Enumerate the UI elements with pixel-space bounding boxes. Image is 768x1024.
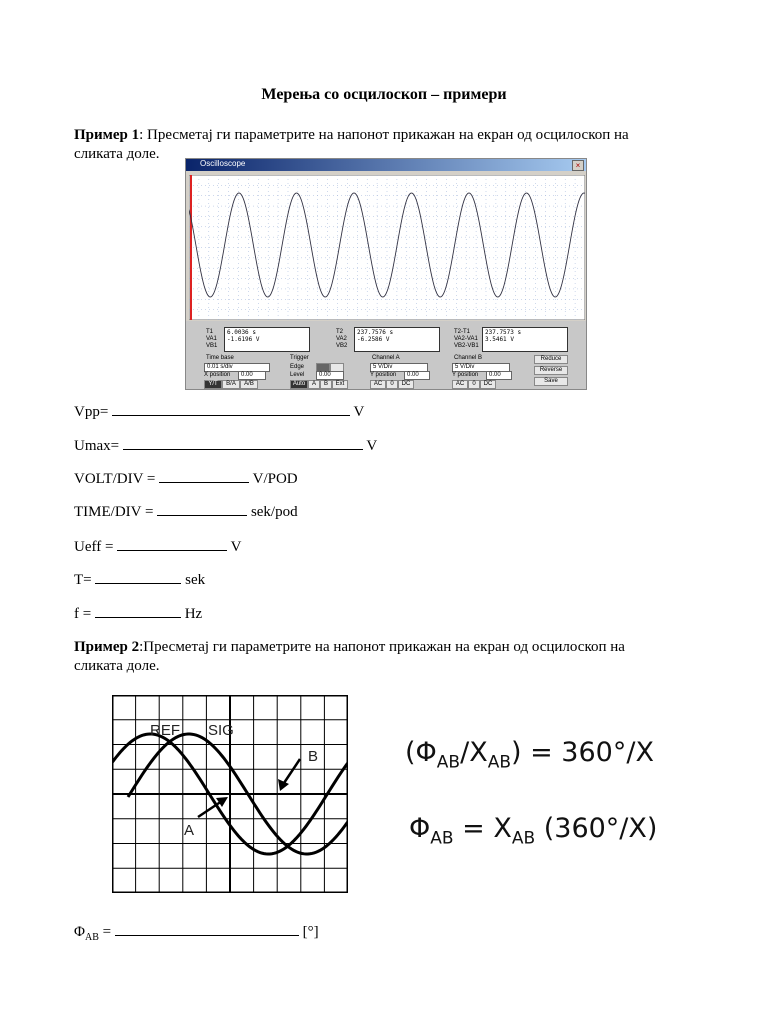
channel-a-ac-button: AC <box>370 380 386 389</box>
channel-b-ypos-label: Y position <box>452 372 479 378</box>
vb21-label: VB2-VB1 <box>454 343 479 349</box>
trigger-label: Trigger <box>290 355 309 361</box>
t1-readout <box>224 327 310 352</box>
t21-readout <box>482 327 568 352</box>
channel-b-zero-button: 0 <box>468 380 480 389</box>
va1-label: VA1 <box>206 336 217 342</box>
a-label: A <box>184 822 195 839</box>
t21-vunit: V <box>510 336 514 343</box>
trigger-b-button: B <box>320 380 332 389</box>
field-ueff-label: Ueff = <box>74 539 118 555</box>
ab-button: A/B <box>240 380 258 389</box>
field-time-div-label: TIME/DIV = <box>74 504 158 520</box>
vb1-label: VB1 <box>206 343 218 349</box>
t1-vunit: V <box>255 336 260 343</box>
channel-b-value: 5 V/Div <box>452 363 510 372</box>
answer-eq: = <box>98 924 115 940</box>
field-vpp <box>74 403 364 421</box>
channel-a-dc-button: DC <box>398 380 414 389</box>
t2-unit: s <box>389 329 394 336</box>
channel-a-ypos-label: Y position <box>370 372 397 378</box>
example2-text: :Пресметај ги параметрите на напонот прикажан на екран од осцилоскоп на сликата доле. <box>74 639 625 674</box>
oscilloscope-titlebar <box>186 159 586 171</box>
oscilloscope-control-panel <box>186 321 586 389</box>
field-ueff-unit: V <box>227 539 242 555</box>
auto-button: Auto <box>290 380 308 389</box>
level-label: Level <box>290 372 305 378</box>
field-t-blank <box>95 571 181 584</box>
time-base-value: 0.01 s/div <box>204 363 270 372</box>
answer-unit: [°] <box>298 924 319 940</box>
x-position-label: X position <box>204 372 231 378</box>
yt-button: Y/T <box>204 380 222 389</box>
formula1-sub1: AB <box>436 752 461 773</box>
field-time-div-blank <box>157 503 247 516</box>
phase-scope-image <box>112 695 348 893</box>
field-t-unit: sek <box>181 572 206 588</box>
oscilloscope-screen <box>189 175 585 320</box>
example1-label: Пример 1 <box>74 127 140 143</box>
field-vpp-blank <box>112 403 350 416</box>
example2-label: Пример 2 <box>74 639 140 655</box>
channel-b-ypos-value: 0.00 <box>486 371 512 380</box>
t21-voltage: 3.5461 <box>485 336 507 343</box>
formula1-sub2: AB <box>487 752 511 773</box>
formula2-phi: Φ <box>409 813 431 844</box>
edge-label: Edge <box>290 364 305 370</box>
va21-label: VA2-VA1 <box>454 336 478 342</box>
t1-time: 6.0036 <box>227 329 249 336</box>
time-base-label: Time base <box>206 355 234 361</box>
field-ueff-blank <box>117 538 227 551</box>
t1-label: T1 <box>206 329 214 335</box>
trigger-a-button: A <box>308 380 320 389</box>
field-time-div <box>74 503 298 521</box>
x-position-value: 0.00 <box>238 371 266 380</box>
t21-time: 237.7573 <box>485 329 514 336</box>
formula2-sub2: AB <box>511 828 536 849</box>
example2-paragraph <box>74 638 674 676</box>
oscilloscope-screenshot <box>185 158 587 390</box>
example1-text: : Пресметај ги параметрите на напонот прикажан на екран од осцилоскоп на сликата доле. <box>74 127 629 162</box>
t21-label: T2-T1 <box>454 329 471 335</box>
t1-voltage: -1.6196 <box>227 336 253 343</box>
trigger-ext-button: Ext <box>332 380 348 389</box>
field-f-blank <box>95 605 181 618</box>
page-title: Мерења со осцилоскоп – примери <box>261 86 507 103</box>
formula2-eq: = X <box>453 813 512 844</box>
field-t <box>74 571 205 589</box>
answer-phi: Φ <box>74 924 85 940</box>
t2-time: 237.7576 <box>357 329 386 336</box>
t2-label: T2 <box>336 329 344 335</box>
close-icon: × <box>572 160 584 171</box>
b-label: B <box>308 748 319 765</box>
field-umax <box>74 437 377 455</box>
field-phase-blank <box>115 923 299 936</box>
channel-b-ac-button: AC <box>452 380 468 389</box>
channel-b-dc-button: DC <box>480 380 496 389</box>
formula-phase <box>409 813 657 848</box>
channel-a-value: 5 V/Div <box>370 363 428 372</box>
va2-label: VA2 <box>336 336 347 342</box>
field-f-unit: Hz <box>180 606 203 622</box>
channel-a-label: Channel A <box>372 355 400 361</box>
field-vpp-label: Vpp= <box>74 404 113 420</box>
reduce-button: Reduce <box>534 355 568 364</box>
field-volt-div-unit: V/POD <box>249 471 298 487</box>
field-volt-div-blank <box>159 470 249 483</box>
ba-button: B/A <box>222 380 240 389</box>
field-phase-ab <box>74 923 319 943</box>
formula2-rest: (360°/X) <box>535 813 658 844</box>
field-vpp-unit: V <box>350 404 365 420</box>
field-umax-unit: V <box>362 438 378 454</box>
field-time-div-unit: sek/pod <box>247 504 298 520</box>
reverse-button: Reverse <box>534 366 568 375</box>
field-f <box>74 605 202 623</box>
t2-readout <box>354 327 440 352</box>
answer-sub: AB <box>84 932 99 943</box>
t1-unit: s <box>252 329 256 336</box>
formula1-x: /X <box>460 737 488 768</box>
field-volt-div-label: VOLT/DIV = <box>74 471 160 487</box>
formula2-sub1: AB <box>430 828 454 849</box>
channel-a-ypos-value: 0.00 <box>404 371 430 380</box>
field-ueff <box>74 538 241 556</box>
t21-unit: s <box>517 329 522 336</box>
channel-a-zero-button: 0 <box>386 380 398 389</box>
t2-vunit: V <box>385 336 390 343</box>
channel-b-label: Channel B <box>454 355 483 361</box>
vb2-label: VB2 <box>336 343 348 349</box>
field-t-label: T= <box>74 572 96 588</box>
formula-ratio <box>405 737 654 772</box>
formula1-rest: ) = 360°/X <box>510 737 654 768</box>
formula1-phi: (Φ <box>405 737 437 768</box>
field-f-label: f = <box>74 606 95 622</box>
sig-label: SIG <box>208 722 234 739</box>
t2-voltage: -6.2586 <box>357 336 383 343</box>
ref-label: REF <box>150 722 180 739</box>
save-button: Save <box>534 377 568 386</box>
field-umax-blank <box>123 437 363 450</box>
field-umax-label: Umax= <box>74 438 123 454</box>
level-value: 0.00 <box>316 371 344 380</box>
oscilloscope-window-title: Oscilloscope <box>200 159 246 168</box>
field-volt-div <box>74 470 298 488</box>
